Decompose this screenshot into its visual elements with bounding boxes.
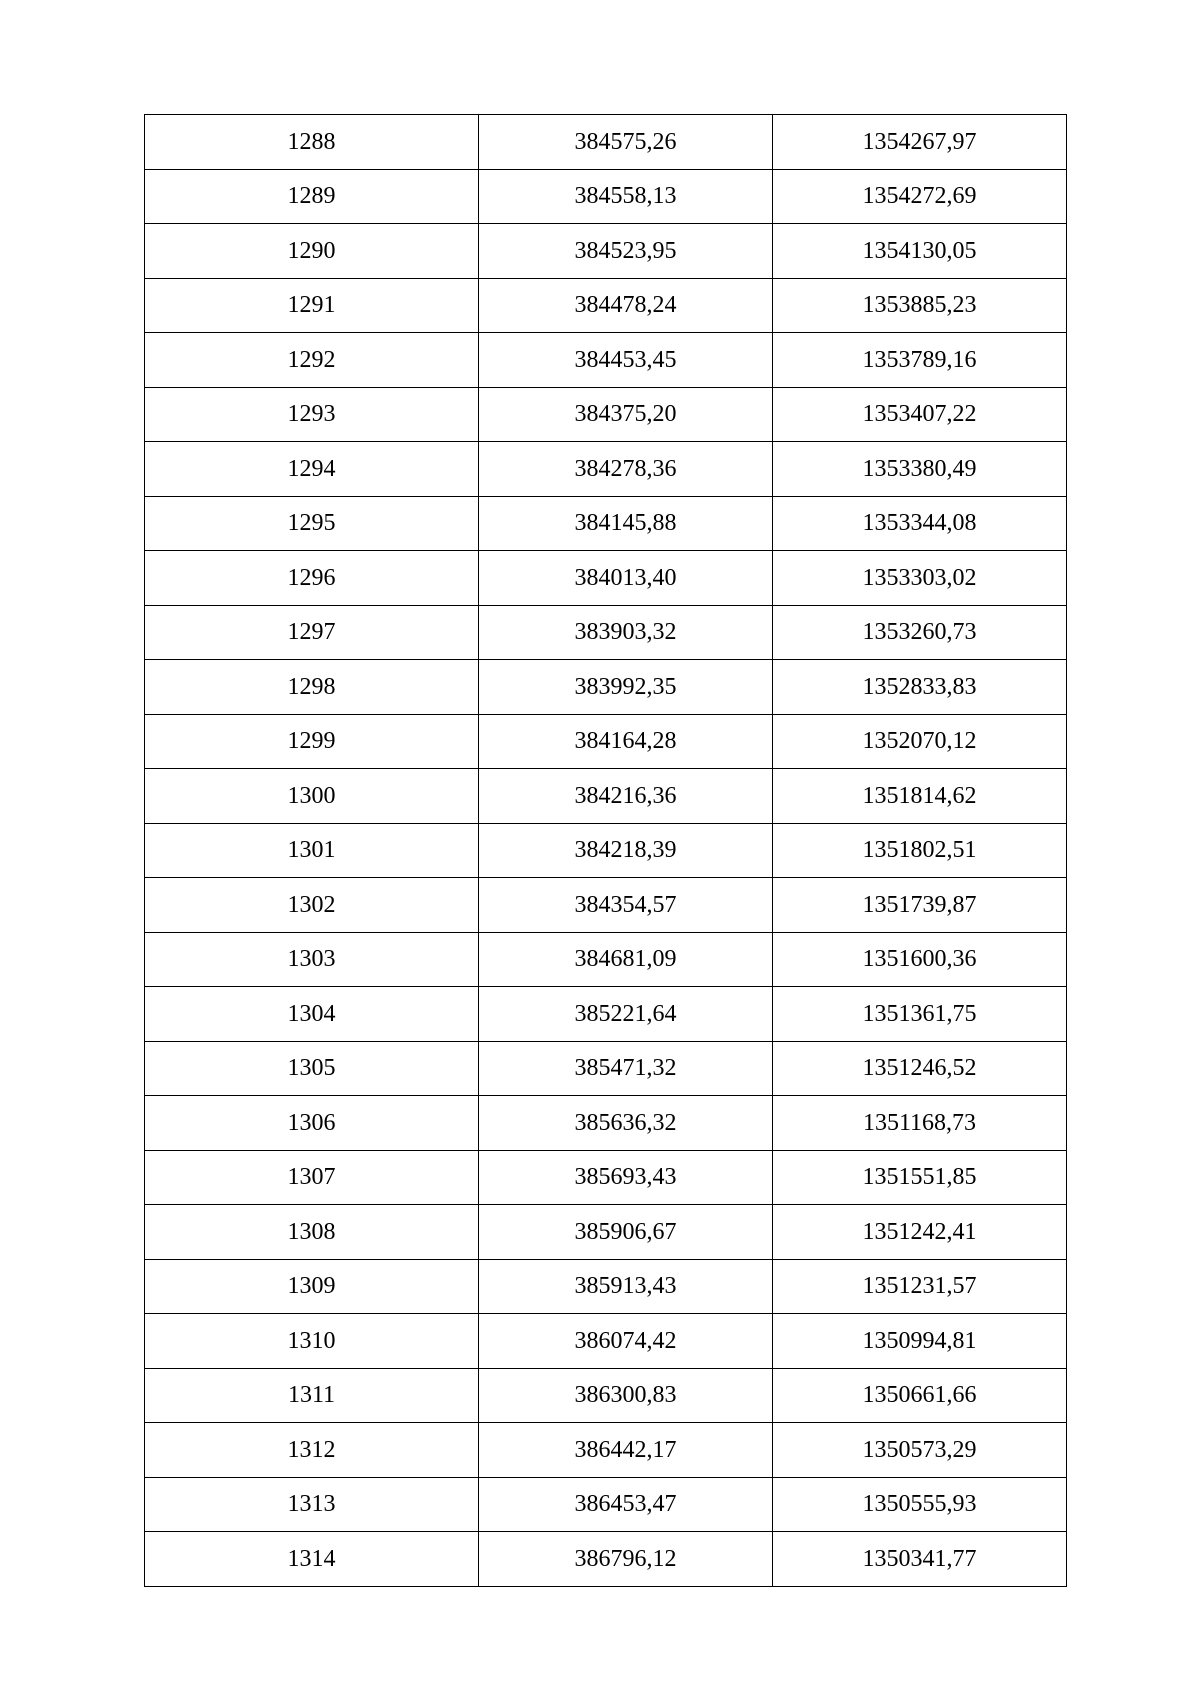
x-coordinate-cell: 384523,95 — [479, 224, 773, 279]
x-coordinate-cell: 384145,88 — [479, 496, 773, 551]
table-row — [145, 333, 1067, 388]
table-row — [145, 932, 1067, 987]
x-coordinate-cell: 384681,09 — [479, 932, 773, 987]
y-coordinate-cell: 1354267,97 — [773, 115, 1067, 170]
x-coordinate-cell: 384013,40 — [479, 551, 773, 606]
y-coordinate-cell: 1352070,12 — [773, 714, 1067, 769]
y-coordinate-cell: 1353303,02 — [773, 551, 1067, 606]
point-number-cell: 1290 — [145, 224, 479, 279]
coordinates-table — [144, 114, 1067, 1587]
point-number-cell: 1309 — [145, 1259, 479, 1314]
y-coordinate-cell: 1353260,73 — [773, 605, 1067, 660]
point-number-cell: 1303 — [145, 932, 479, 987]
table-row — [145, 878, 1067, 933]
y-coordinate-cell: 1351814,62 — [773, 769, 1067, 824]
point-number-cell: 1302 — [145, 878, 479, 933]
x-coordinate-cell: 386300,83 — [479, 1368, 773, 1423]
point-number-cell: 1312 — [145, 1423, 479, 1478]
y-coordinate-cell: 1351600,36 — [773, 932, 1067, 987]
x-coordinate-cell: 386442,17 — [479, 1423, 773, 1478]
table-row — [145, 1423, 1067, 1478]
y-coordinate-cell: 1353885,23 — [773, 278, 1067, 333]
point-number-cell: 1311 — [145, 1368, 479, 1423]
table-row — [145, 1314, 1067, 1369]
x-coordinate-cell: 385906,67 — [479, 1205, 773, 1260]
point-number-cell: 1293 — [145, 387, 479, 442]
table-row — [145, 714, 1067, 769]
x-coordinate-cell: 384164,28 — [479, 714, 773, 769]
table-row — [145, 387, 1067, 442]
y-coordinate-cell: 1350341,77 — [773, 1532, 1067, 1587]
y-coordinate-cell: 1350573,29 — [773, 1423, 1067, 1478]
coordinates-table-body — [145, 115, 1067, 1587]
point-number-cell: 1314 — [145, 1532, 479, 1587]
y-coordinate-cell: 1353789,16 — [773, 333, 1067, 388]
x-coordinate-cell: 386074,42 — [479, 1314, 773, 1369]
point-number-cell: 1292 — [145, 333, 479, 388]
x-coordinate-cell: 384354,57 — [479, 878, 773, 933]
x-coordinate-cell: 384278,36 — [479, 442, 773, 497]
x-coordinate-cell: 385221,64 — [479, 987, 773, 1042]
table-row — [145, 605, 1067, 660]
point-number-cell: 1313 — [145, 1477, 479, 1532]
point-number-cell: 1296 — [145, 551, 479, 606]
point-number-cell: 1308 — [145, 1205, 479, 1260]
y-coordinate-cell: 1351231,57 — [773, 1259, 1067, 1314]
y-coordinate-cell: 1354272,69 — [773, 169, 1067, 224]
table-row — [145, 1096, 1067, 1151]
y-coordinate-cell: 1351739,87 — [773, 878, 1067, 933]
x-coordinate-cell: 384375,20 — [479, 387, 773, 442]
table-row — [145, 1259, 1067, 1314]
table-row — [145, 1150, 1067, 1205]
table-row — [145, 987, 1067, 1042]
point-number-cell: 1288 — [145, 115, 479, 170]
y-coordinate-cell: 1351361,75 — [773, 987, 1067, 1042]
y-coordinate-cell: 1351246,52 — [773, 1041, 1067, 1096]
table-row — [145, 1041, 1067, 1096]
y-coordinate-cell: 1350661,66 — [773, 1368, 1067, 1423]
table-row — [145, 1205, 1067, 1260]
x-coordinate-cell: 384558,13 — [479, 169, 773, 224]
x-coordinate-cell: 383903,32 — [479, 605, 773, 660]
point-number-cell: 1310 — [145, 1314, 479, 1369]
table-row — [145, 496, 1067, 551]
x-coordinate-cell: 385471,32 — [479, 1041, 773, 1096]
point-number-cell: 1295 — [145, 496, 479, 551]
table-row — [145, 1532, 1067, 1587]
point-number-cell: 1307 — [145, 1150, 479, 1205]
table-row — [145, 115, 1067, 170]
x-coordinate-cell: 385693,43 — [479, 1150, 773, 1205]
point-number-cell: 1289 — [145, 169, 479, 224]
y-coordinate-cell: 1351242,41 — [773, 1205, 1067, 1260]
table-row — [145, 551, 1067, 606]
table-row — [145, 224, 1067, 279]
y-coordinate-cell: 1352833,83 — [773, 660, 1067, 715]
y-coordinate-cell: 1351551,85 — [773, 1150, 1067, 1205]
x-coordinate-cell: 384216,36 — [479, 769, 773, 824]
x-coordinate-cell: 386796,12 — [479, 1532, 773, 1587]
point-number-cell: 1304 — [145, 987, 479, 1042]
table-row — [145, 169, 1067, 224]
y-coordinate-cell: 1350994,81 — [773, 1314, 1067, 1369]
x-coordinate-cell: 383992,35 — [479, 660, 773, 715]
point-number-cell: 1300 — [145, 769, 479, 824]
point-number-cell: 1294 — [145, 442, 479, 497]
point-number-cell: 1297 — [145, 605, 479, 660]
table-row — [145, 660, 1067, 715]
x-coordinate-cell: 384478,24 — [479, 278, 773, 333]
point-number-cell: 1305 — [145, 1041, 479, 1096]
x-coordinate-cell: 385913,43 — [479, 1259, 773, 1314]
point-number-cell: 1301 — [145, 823, 479, 878]
point-number-cell: 1298 — [145, 660, 479, 715]
point-number-cell: 1299 — [145, 714, 479, 769]
y-coordinate-cell: 1351802,51 — [773, 823, 1067, 878]
x-coordinate-cell: 386453,47 — [479, 1477, 773, 1532]
point-number-cell: 1291 — [145, 278, 479, 333]
table-row — [145, 442, 1067, 497]
point-number-cell: 1306 — [145, 1096, 479, 1151]
table-row — [145, 1477, 1067, 1532]
table-row — [145, 823, 1067, 878]
x-coordinate-cell: 384218,39 — [479, 823, 773, 878]
x-coordinate-cell: 384453,45 — [479, 333, 773, 388]
y-coordinate-cell: 1353407,22 — [773, 387, 1067, 442]
y-coordinate-cell: 1353344,08 — [773, 496, 1067, 551]
y-coordinate-cell: 1354130,05 — [773, 224, 1067, 279]
y-coordinate-cell: 1350555,93 — [773, 1477, 1067, 1532]
table-row — [145, 278, 1067, 333]
table-row — [145, 1368, 1067, 1423]
y-coordinate-cell: 1351168,73 — [773, 1096, 1067, 1151]
x-coordinate-cell: 384575,26 — [479, 115, 773, 170]
table-row — [145, 769, 1067, 824]
y-coordinate-cell: 1353380,49 — [773, 442, 1067, 497]
x-coordinate-cell: 385636,32 — [479, 1096, 773, 1151]
